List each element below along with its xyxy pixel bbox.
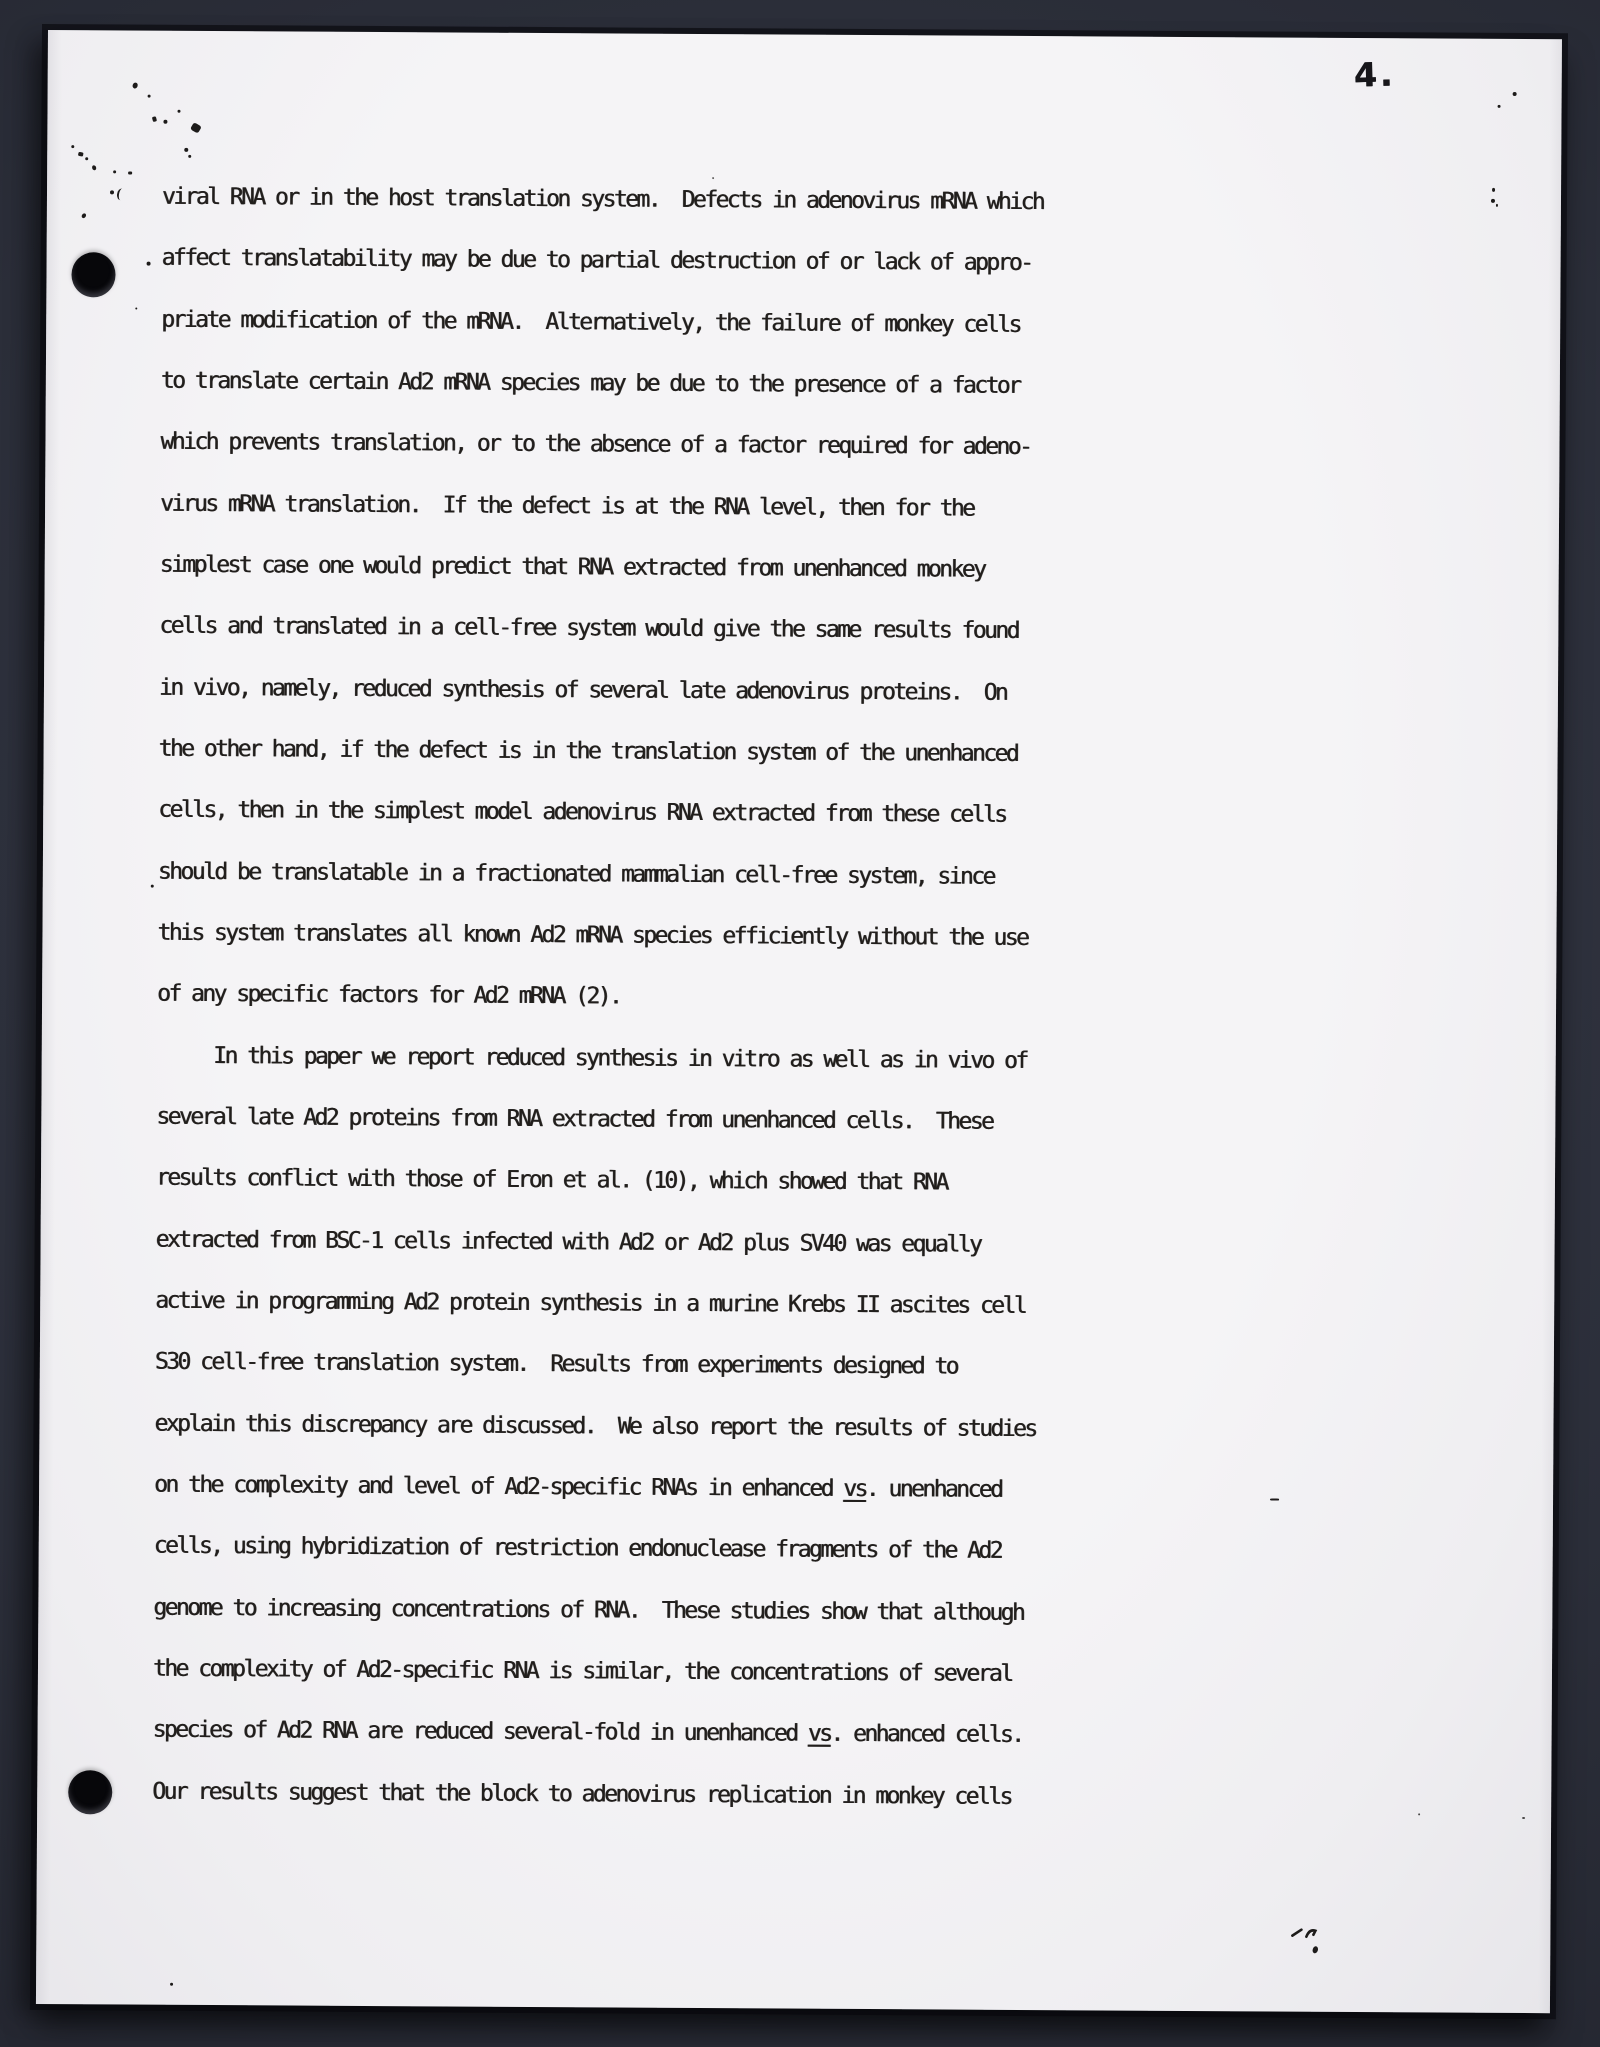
ink-speck [132, 82, 139, 89]
typed-line: Our results suggest that the block to adenovirus replication in monkey cells [152, 1778, 1011, 1810]
ink-speck [85, 157, 88, 160]
typed-line: active in programming Ad2 protein synthesis in a murine Krebs II ascites cell [155, 1287, 1026, 1319]
typed-line: of any specific factors for Ad2 mRNA (2). [157, 980, 621, 1010]
ink-speck [163, 120, 167, 124]
ink-speck [113, 170, 116, 173]
ink-speck [148, 95, 151, 98]
typed-line: several late Ad2 proteins from RNA extracted from unenhanced cells. These [156, 1103, 993, 1135]
ink-speck [1498, 105, 1501, 108]
typed-line: cells, then in the simplest model adenovirus RNA extracted from these cells [158, 796, 1006, 829]
ink-speck [151, 885, 154, 888]
typed-line: S30 cell-free translation system. Results from experiments designed to [154, 1348, 958, 1380]
typed-line: the complexity of Ad2-specific RNA is similar, the concentrations of several [152, 1655, 1012, 1687]
ink-smudge-mark [1289, 1922, 1333, 1960]
hole-punch-bottom [68, 1770, 112, 1814]
typed-line: cells and translated in a cell-free system would give the same results found [159, 612, 1019, 645]
typed-line: in vivo, namely, reduced synthesis of several late adenovirus proteins. On [158, 674, 1007, 706]
ink-speck [147, 262, 151, 266]
ink-speck [110, 190, 114, 194]
typed-line: results conflict with those of Eron et al. (10), which showed that RNA [155, 1164, 947, 1196]
ink-speck [170, 1983, 173, 1986]
ink-speck [1492, 188, 1495, 192]
ink-speck [1522, 1817, 1525, 1819]
typed-line: extracted from BSC-1 cells infected with Ad2 or Ad2 plus SV40 was equally [155, 1226, 981, 1258]
ink-speck [1496, 204, 1498, 207]
ink-speck [712, 177, 714, 179]
typed-line: to translate certain Ad2 mRNA species may be due to the presence of a factor [160, 367, 1020, 399]
ink-speck [184, 148, 188, 152]
ink-speck [135, 308, 137, 310]
typed-line: priate modification of the mRNA. Alternatively, the failure of monkey cells [161, 306, 1020, 338]
typed-line: cells, using hybridization of restriction endonuclease fragments of the Ad2 [153, 1532, 1002, 1565]
typed-line: should be translatable in a fractionated mammalian cell-free system, since [157, 858, 994, 890]
ink-speck [1270, 1498, 1279, 1500]
typed-line: on the complexity and level of Ad2-specific RNAs in enhanced vs. unenhanced [154, 1471, 1002, 1503]
ink-speck [1513, 92, 1517, 96]
ink-speck [188, 155, 191, 158]
page-number: 4. [1353, 54, 1396, 95]
ink-speck [177, 110, 180, 113]
ink-speck [78, 152, 84, 157]
typed-line: In this paper we report reduced synthesis in vitro as well as in vivo of [156, 1042, 1027, 1074]
ink-speck [81, 213, 87, 219]
ink-speck [190, 122, 202, 133]
typed-line: genome to increasing concentrations of RNA. These studies show that although [153, 1594, 1024, 1626]
typed-line: viral RNA or in the host translation system. Defects in adenovirus mRNA which [161, 183, 1044, 216]
typed-line: the other hand, if the defect is in the translation system of the unenhanced [158, 735, 1018, 767]
paper-sheet [36, 30, 1562, 2013]
typed-line: virus mRNA translation. If the defect is at the RNA level, then for the [160, 490, 974, 522]
ink-speck [1491, 199, 1495, 203]
ink-specks [48, 30, 1562, 39]
typed-line: species of Ad2 RNA are reduced several-fold in unenhanced vs. enhanced cells. [152, 1716, 1023, 1749]
typed-line: this system translates all known Ad2 mRNA species efficiently without the use [157, 919, 1028, 951]
ink-speck [116, 188, 127, 201]
ink-speck [152, 116, 157, 122]
hole-punch-top [71, 252, 115, 297]
typed-line: explain this discrepancy are discussed. We also report the results of studies [154, 1410, 1036, 1442]
typed-line: simplest case one would predict that RNA extracted from unenhanced monkey [159, 551, 985, 583]
ink-speck [71, 145, 74, 148]
ink-speck [91, 165, 96, 171]
typed-line: affect translatability may be due to partial destruction of or lack of appro- [161, 245, 1032, 277]
typed-text-block [152, 167, 1043, 1828]
ink-speck [128, 171, 132, 174]
typed-line: which prevents translation, or to the absence of a factor required for adeno- [160, 429, 1031, 461]
ink-speck [1418, 1813, 1420, 1815]
